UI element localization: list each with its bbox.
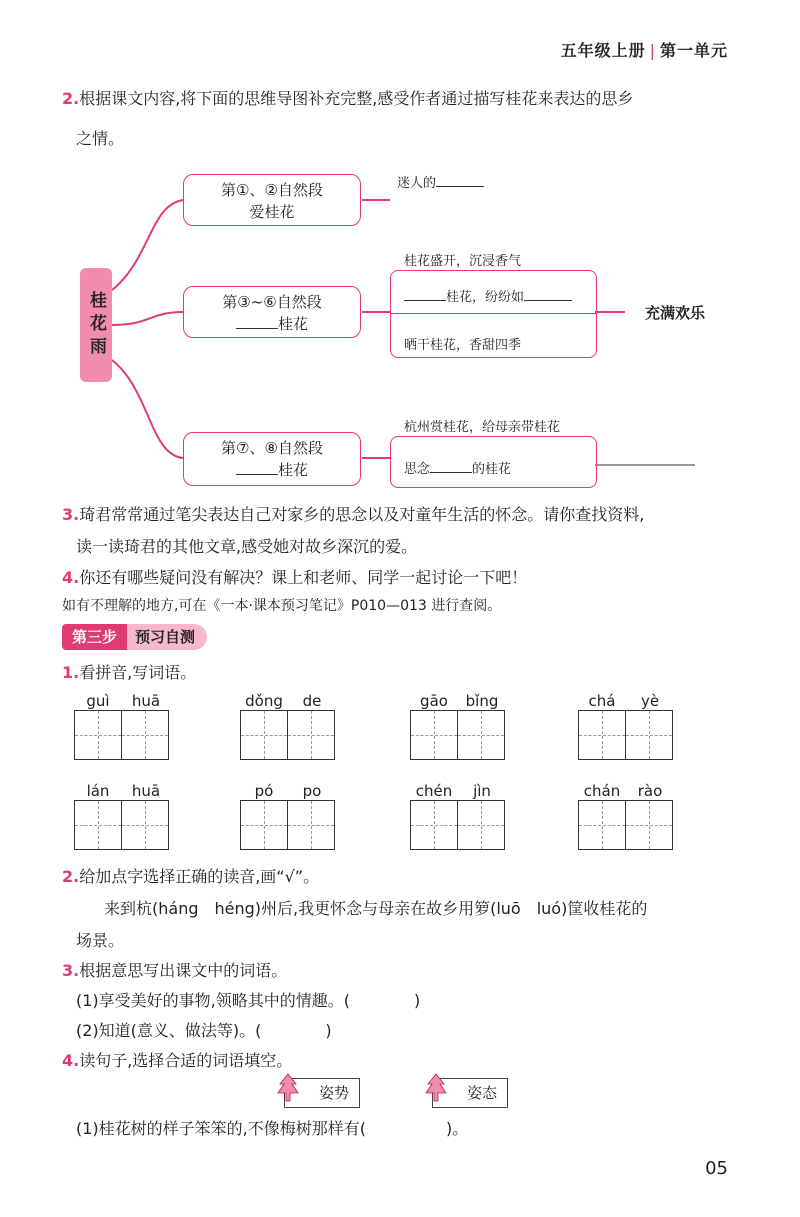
page-number: 05: [705, 1158, 728, 1179]
box3-item-1: 杭州赏桂花，给母亲带桂花: [404, 420, 561, 435]
box1-note: 迷人的: [397, 172, 484, 191]
box-subtitle: 桂花: [184, 459, 360, 481]
fill-blank[interactable]: [436, 172, 484, 187]
exercise-4-sentence: (1)桂花树的样子笨笨的,不像梅树那样有( )。: [76, 1119, 469, 1138]
tree-icon: [277, 1073, 299, 1103]
mindmap-root: 桂花雨: [80, 268, 112, 382]
question-3-cont: 读一读琦君的其他文章,感受她对故乡深沉的爱。: [76, 537, 418, 556]
writing-grid[interactable]: [410, 710, 510, 760]
box3-item-2: 思念 的桂花: [404, 458, 511, 477]
word-choice-2: 姿态: [432, 1078, 508, 1108]
tree-icon: [425, 1073, 447, 1103]
question-2-cont: 之情。: [76, 129, 125, 148]
pinyin-item: lán huā: [74, 782, 174, 850]
pinyin-item: chá yè: [578, 692, 678, 760]
question-number: 2.: [62, 89, 80, 108]
reference-note: 如有不理解的地方,可在《一本·课本预习笔记》P010—013 进行查阅。: [62, 598, 502, 614]
fill-blank[interactable]: [236, 460, 278, 475]
pinyin-item: chán rào: [578, 782, 678, 850]
box-subtitle: 爱桂花: [249, 203, 295, 221]
box2-item-2: 桂花，纷纷如: [404, 286, 572, 305]
step-title: 预习自测: [127, 624, 207, 650]
exercise-4: 4.读句子,选择合适的词语填空。: [62, 1051, 293, 1070]
exercise-3: 3.根据意思写出课文中的词语。: [62, 961, 288, 980]
grade-label: 五年级上册: [560, 41, 646, 60]
box2-result: 充满欢乐: [645, 304, 706, 322]
writing-grid[interactable]: [240, 710, 340, 760]
exercise-1: 1.看拼音,写词语。: [62, 663, 197, 682]
mindmap-box-2: [183, 286, 361, 338]
pinyin-item: gāo bǐng: [410, 692, 510, 760]
question-3: 3.琦君常常通过笔尖表达自己对家乡的思念以及对童年生活的怀念。请你查找资料,: [62, 505, 645, 524]
unit-label: 第一单元: [659, 41, 728, 60]
question-text: 根据课文内容,将下面的思维导图补充完整,感受作者通过描写桂花来表达的思乡: [79, 89, 634, 108]
page-header: 五年级上册 | 第一单元: [560, 41, 728, 60]
writing-grid[interactable]: [578, 710, 678, 760]
exercise-3-b: (2)知道(意义、做法等)。( ): [76, 1021, 332, 1040]
fill-blank[interactable]: [404, 286, 446, 301]
box-title: 第①、②自然段: [221, 181, 323, 199]
exercise-2-sentence-cont: 场景。: [76, 931, 125, 950]
pinyin-item: dǒng de: [240, 692, 340, 760]
writing-grid[interactable]: [74, 800, 174, 850]
question-4: 4.你还有哪些疑问没有解决？课上和老师、同学一起讨论一下吧！: [62, 568, 528, 587]
writing-grid[interactable]: [410, 800, 510, 850]
mindmap-box-3: [183, 432, 361, 486]
exercise-2-sentence: 来到杭(háng héng)州后,我更怀念与母亲在故乡用箩(luō luó)筐收桂花的: [104, 899, 648, 918]
step-label: 第三步: [62, 624, 127, 650]
pinyin-item: chén jìn: [410, 782, 510, 850]
writing-grid[interactable]: [74, 710, 174, 760]
fill-blank[interactable]: [236, 314, 278, 329]
box2-item-3: 晒干桂花，香甜四季: [404, 338, 522, 353]
pinyin-item: pó po: [240, 782, 340, 850]
word-choice-1: 姿势: [284, 1078, 360, 1108]
box-subtitle: 桂花: [184, 313, 360, 335]
box2-item-1: 桂花盛开，沉浸香气: [404, 254, 522, 269]
fill-blank[interactable]: [430, 458, 472, 473]
exercise-3-a: (1)享受美好的事物,领略其中的情趣。( ): [76, 991, 421, 1010]
box-title: 第⑦、⑧自然段: [221, 439, 323, 457]
fill-blank[interactable]: [524, 286, 572, 301]
exercise-2: 2.给加点字选择正确的读音,画“√”。: [62, 867, 320, 886]
box-title: 第③~⑥自然段: [222, 293, 322, 311]
pinyin-item: guì huā: [74, 692, 174, 760]
writing-grid[interactable]: [240, 800, 340, 850]
step-tag: [62, 624, 207, 650]
writing-grid[interactable]: [578, 800, 678, 850]
mindmap-box-1: [183, 174, 361, 226]
